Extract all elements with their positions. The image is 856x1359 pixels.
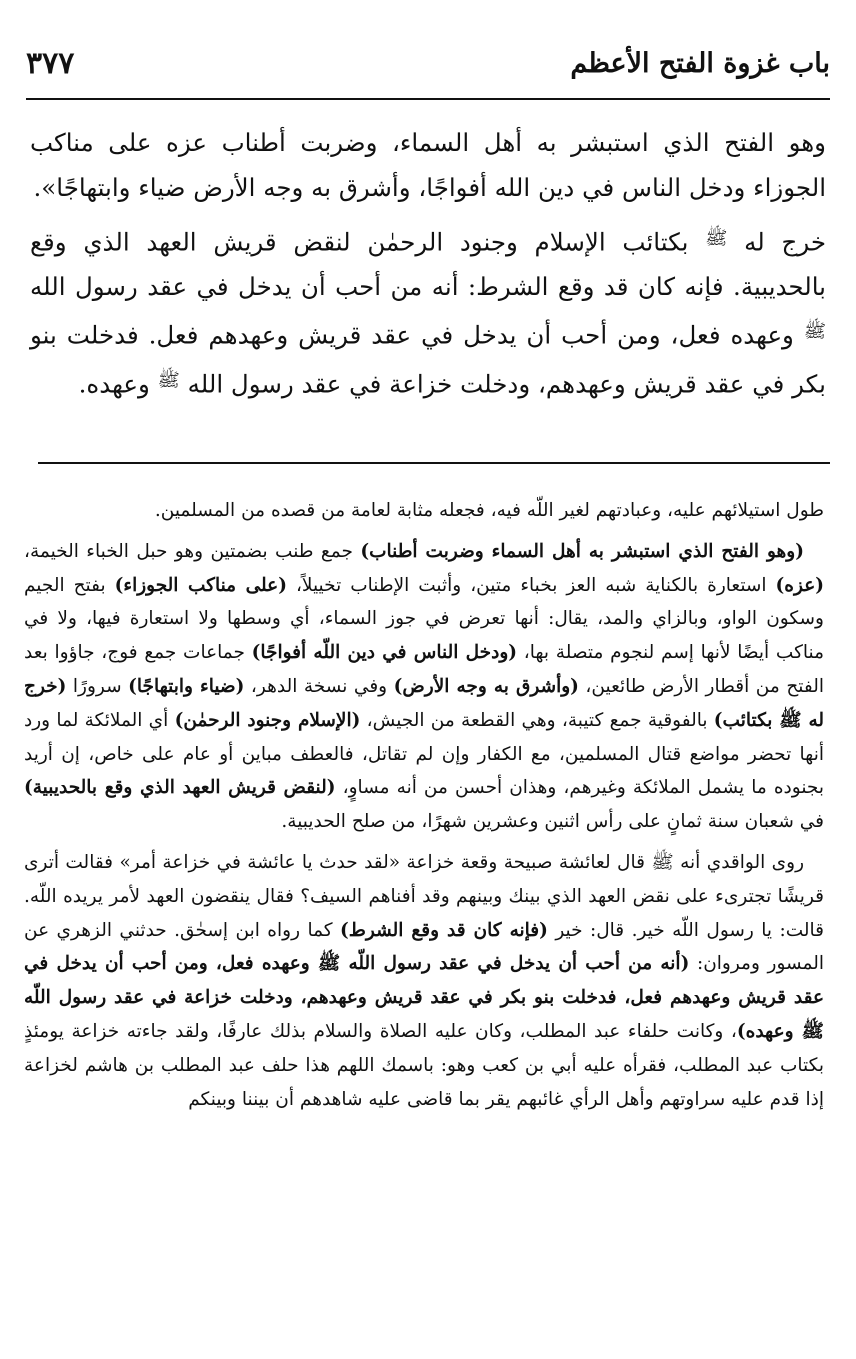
main-text-segment: وعهده فعل، ومن أحب أن يدخل في عقد قريش وعهدهم فعل. فدخلت بنو بكر في عقد قريش وعهدهم، ودخلت خزاعة في عقد رسول الله	[30, 320, 826, 399]
commentary-text: سرورًا	[66, 675, 129, 697]
commentary	[24, 494, 824, 1123]
commentary-text: جمع طنب بضمتين وهو حبل الخباء الخيمة،	[24, 540, 361, 562]
salla-honorific-glyph: ﷺ	[803, 321, 827, 343]
main-text-segment: وعهده.	[78, 369, 150, 399]
commentary-paragraph-3	[24, 846, 824, 1116]
main-text-segment: بكتائب الإسلام وجنود الرحمٰن لنقض قريش العهد الذي وقع بالحديبية. فإنه كان قد وقع الشرط: أنه من أحب أن يدخل في عقد رسول الله	[30, 227, 826, 302]
commentary-paragraph-2	[24, 535, 824, 839]
quoted-matn-bold: (فإنه كان قد وقع الشرط)	[340, 919, 548, 941]
salla-honorific-glyph: ﷺ	[705, 228, 728, 249]
quoted-matn-bold: (الإسلام وجنود الرحمٰن)	[174, 709, 361, 731]
quoted-matn-bold: (على مناكب الجوزاء)	[114, 574, 287, 596]
commentary-text: كما رواه ابن إسحٰق. حدثني الزهري عن المسور ومروان:	[24, 919, 824, 975]
main-text-segment: خرج له	[744, 227, 826, 257]
page-number: ٣٧٧	[26, 46, 75, 81]
quoted-matn-bold: (خرج له ﷺ بكتائب)	[24, 675, 824, 731]
commentary-text: وفي نسخة الدهر،	[244, 675, 394, 697]
commentary-text: أي الملائكة لما ورد أنها تحضر مواضع قتال المسلمين، مع الكفار وإن لم تقاتل، فالعطف مباين أو عام على خاص، إن أريد بجنوده ما يشمل الملائكة وغيرهم، وهذان أحسن من أنه مساوٍ،	[24, 709, 825, 799]
commentary-text: استعارة بالكناية شبه العز بخباء متين، وأثبت الإطناب تخييلاً،	[286, 574, 776, 596]
commentary-text: بفتح الجيم وسكون الواو، وبالزاي والمد، يقال: أنها تعرض في جوز السماء، أي وسطها ولا استعارة فيها، ولا في مناكب أيضًا لأنها إسم لنجوم متصلة بها،	[24, 574, 825, 664]
commentary-text: بالفوقية جمع كتيبة، وهي القطعة من الجيش،	[360, 709, 714, 731]
quoted-matn-bold: (عزه)	[775, 574, 824, 596]
commentary-text: جماعات جمع فوج، جاؤوا بعد الفتح من أقطار الأرض طائعين،	[24, 642, 824, 697]
quoted-matn-bold: (وهو الفتح الذي استبشر به أهل السماء وضربت أطناب)	[360, 540, 804, 562]
footnote-divider	[38, 462, 830, 464]
commentary-text: روى الواقدي أنه ﷺ قال لعائشة صبيحة وقعة خزاعة «لقد حدث يا عائشة في خزاعة أمر» فقالت أترى قريشًا تجترىء على نقض العهد الذي بينك وبينهم وقد أفناهم السيف؟ فقال ينقضون العهد لأمر يريده اللّه. قالت: يا رسول اللّه خير. قال: خير	[24, 851, 824, 941]
commentary-text: ، وكانت حلفاء عبد المطلب، وكان عليه الصلاة والسلام بذلك عارفًا، ولقد جاءته خزاعة يومئذٍ بكتاب عبد المطلب، فقرأه عليه أبي بن كعب وهو: باسمك اللهم هذا حلف عبد المطلب بن هاشم لخزاعة إذا قدم عليه سراوتهم وأهل الرأي غائبهم يقر بما قاضى عليه شاهدهم أن بيننا وبينكم	[24, 1020, 824, 1110]
commentary-paragraph-1: طول استيلائهم عليه، وعبادتهم لغير اللّه فيه، فجعله مثابة لعامة من قصده من المسلمين.	[154, 500, 824, 521]
header-divider	[26, 98, 830, 100]
main-paragraph-2	[30, 216, 826, 406]
quoted-matn-bold: (أنه من أحب أن يدخل في عقد رسول اللّه ﷺ وعهده فعل، ومن أحب أن يدخل في عقد قريش وعهدهم فعل، فدخلت بنو بكر في عقد قريش وعهدهم، ودخلت خزاعة في عقد رسول اللّه ﷺ وعهده)	[24, 953, 824, 1042]
quoted-matn-bold: (ودخل الناس في دين اللّه أفواجًا)	[251, 642, 518, 664]
quoted-matn-bold: (وأشرق به وجه الأرض)	[393, 675, 579, 697]
quoted-matn-bold: (ضياء وابتهاجًا)	[128, 675, 245, 697]
salla-honorific-glyph: ﷺ	[157, 369, 180, 391]
quoted-matn-bold: (لنقض قريش العهد الذي وقع بالحديبية)	[24, 777, 336, 799]
main-paragraph-1: وهو الفتح الذي استبشر به أهل السماء، وضربت أطناب عزه على مناكب الجوزاء ودخل الناس في دين الله أفواجًا، وأشرق به وجه الأرض ضياء وابتهاجًا».	[30, 128, 826, 202]
commentary-text: في شعبان سنة ثمانٍ على رأس اثنين وعشرين شهرًا، من صلح الحديبية.	[281, 811, 824, 833]
page-header	[26, 44, 830, 94]
chapter-title: باب غزوة الفتح الأعظم	[570, 48, 830, 79]
main-text	[30, 120, 826, 412]
